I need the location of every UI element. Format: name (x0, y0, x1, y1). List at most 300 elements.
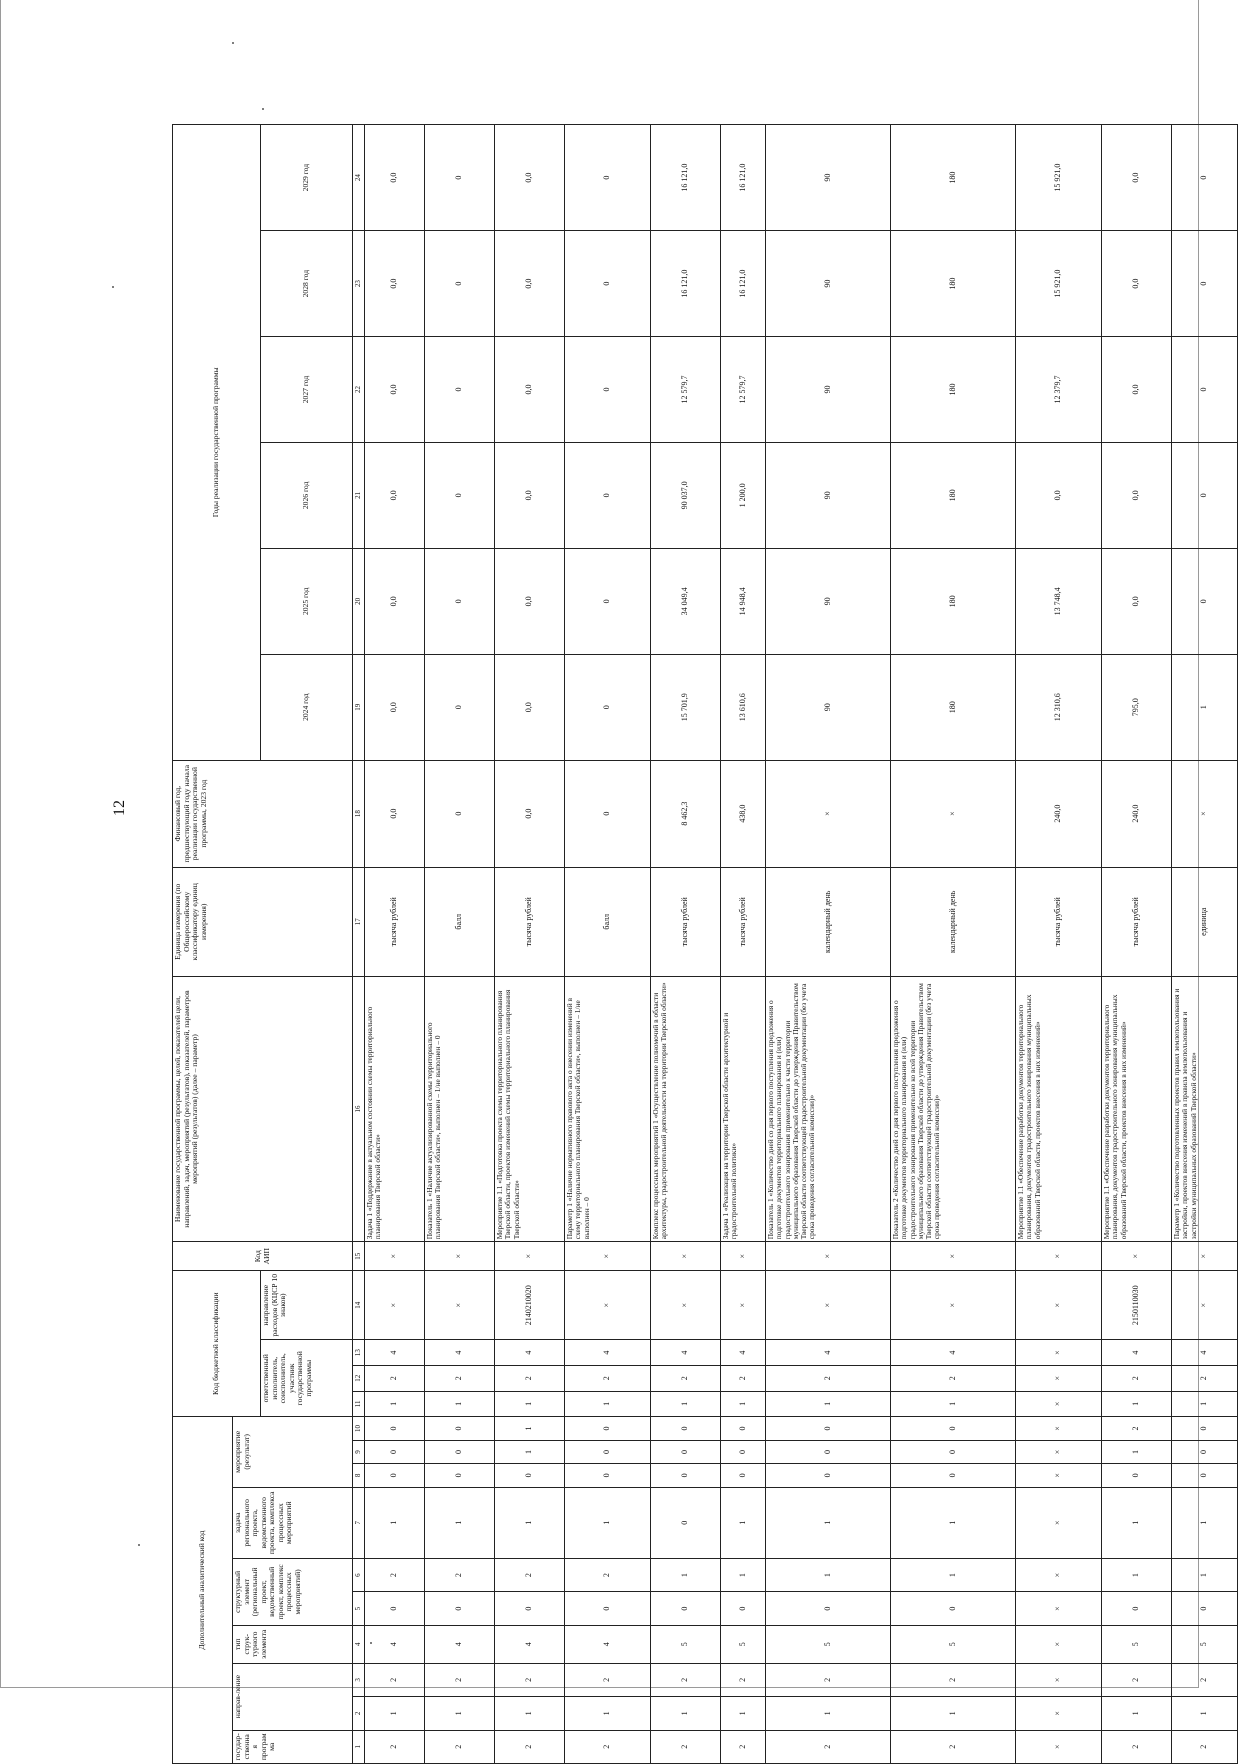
year-value-cell: 16 121,0 (721, 231, 766, 337)
table-row (1172, 125, 1238, 1764)
year-value-cell: 0,0 (1102, 231, 1172, 337)
year-value-cell: 0 (425, 548, 495, 654)
code-cell: 1 (495, 1391, 565, 1417)
prev-year-value-cell: 438,0 (721, 760, 766, 867)
column-number: 2 (353, 1697, 365, 1730)
table-row (721, 125, 766, 1764)
year-header: 2025 год (261, 548, 353, 654)
code-cell: 4 (495, 1625, 565, 1663)
code-cell: × (1016, 1558, 1102, 1591)
code-cell: × (766, 1242, 891, 1271)
code-cell: × (1172, 1242, 1238, 1271)
year-value-cell: 180 (891, 337, 1016, 443)
code-cell: 1 (1172, 1487, 1238, 1558)
code-cell: 4 (891, 1340, 1016, 1366)
code-cell: × (1016, 1440, 1102, 1463)
code-cell: × (1016, 1697, 1102, 1730)
year-value-cell: 90 (766, 442, 891, 548)
year-header: 2027 год (261, 337, 353, 443)
code-cell: 2150110030 (1102, 1271, 1172, 1340)
code-cell: 1 (495, 1697, 565, 1730)
code-cell: 2 (721, 1730, 766, 1763)
table-row (1016, 125, 1102, 1764)
year-value-cell: 1 (1172, 654, 1238, 760)
year-value-cell: 90 (766, 231, 891, 337)
unit-cell: тысяча рублей (721, 867, 766, 976)
code-cell: 0 (425, 1440, 495, 1463)
year-value-cell: 795,0 (1102, 654, 1172, 760)
year-value-cell: 16 121,0 (651, 125, 721, 231)
code-cell: × (766, 1271, 891, 1340)
code-cell: 2 (425, 1730, 495, 1763)
name-header: Наименование государственной программы, целей, показателей цели, направлений, задач, мероприятий (результатов), показателей, параметров мероприятий (результатов) (далее – параметр) (173, 976, 353, 1241)
year-value-cell: 1 200,0 (721, 442, 766, 548)
code-cell: × (651, 1271, 721, 1340)
code-cell: 1 (1102, 1697, 1172, 1730)
code-cell: 2 (651, 1663, 721, 1696)
year-value-cell: 0 (1172, 337, 1238, 443)
code-cell: 0 (1102, 1464, 1172, 1487)
code-cell: 0 (365, 1417, 425, 1441)
code-cell: 0 (766, 1417, 891, 1441)
code-cell: 0 (721, 1464, 766, 1487)
code-cell: 2 (891, 1663, 1016, 1696)
code-cell: 0 (651, 1417, 721, 1441)
header-row (173, 125, 233, 1764)
code-cell: × (1172, 1271, 1238, 1340)
table-row (891, 125, 1016, 1764)
code-cell: 1 (721, 1558, 766, 1591)
year-value-cell: 0 (565, 548, 651, 654)
year-header: 2024 год (261, 654, 353, 760)
struct-element-header: структурный элемент (региональный проект, ведомственный проект, комплекс процессных мероприятий) (233, 1558, 353, 1625)
column-number: 18 (353, 760, 365, 867)
code-cell: 0 (1172, 1592, 1238, 1625)
executor-header: ответственный исполнитель, соисполнитель, участник государственной программы (261, 1340, 353, 1417)
code-cell: 0 (891, 1592, 1016, 1625)
code-cell: 2 (1172, 1730, 1238, 1763)
unit-header: Единица измерения (по Общероссийскому классификатору единиц измерения) (173, 867, 353, 976)
column-number: 12 (353, 1365, 365, 1391)
code-cell: 0 (425, 1464, 495, 1487)
code-cell: 1 (425, 1697, 495, 1730)
table-row (495, 125, 565, 1764)
code-cell: 1 (651, 1391, 721, 1417)
year-value-cell: 0,0 (495, 442, 565, 548)
prev-year-value-cell: 0,0 (495, 760, 565, 867)
direction-header: направ-ление (233, 1663, 353, 1730)
code-cell: 1 (1102, 1487, 1172, 1558)
year-value-cell: 90 (766, 654, 891, 760)
code-cell: 4 (495, 1340, 565, 1366)
code-cell: 2 (721, 1663, 766, 1696)
code-cell: 0 (891, 1417, 1016, 1441)
year-value-cell: 90 037,0 (651, 442, 721, 548)
budget-code-header: Код бюджетной классификации (173, 1271, 261, 1417)
code-cell: 1 (766, 1697, 891, 1730)
year-value-cell: 0 (565, 654, 651, 760)
year-value-cell: 12 579,7 (651, 337, 721, 443)
code-cell: 2 (1102, 1730, 1172, 1763)
code-cell: 2 (651, 1365, 721, 1391)
year-value-cell: 0 (565, 442, 651, 548)
code-cell: 2 (651, 1730, 721, 1763)
prev-year-value-cell: × (1172, 760, 1238, 867)
rotated-table-frame (172, 124, 1209, 1764)
code-cell: 0 (651, 1592, 721, 1625)
column-number: 23 (353, 231, 365, 337)
code-cell: 2 (1102, 1417, 1172, 1441)
code-cell: × (1016, 1271, 1102, 1340)
code-cell: 4 (1172, 1340, 1238, 1366)
code-cell: 4 (721, 1340, 766, 1366)
code-cell: × (565, 1242, 651, 1271)
year-value-cell: 0,0 (1102, 125, 1172, 231)
code-cell: × (1016, 1340, 1102, 1366)
year-value-cell: 0 (1172, 548, 1238, 654)
years-group-header: Годы реализации государственной программы (173, 125, 261, 761)
year-value-cell: 12 310,6 (1016, 654, 1102, 760)
analytic-code-header: Дополнительный аналитический код (173, 1417, 233, 1764)
item-name-cell: Мероприятие 1.1 «Обеспечение разработки документов территориального планирования, документов градостроительного зонирования муниципальных образований Тверской области, проектов внесения в них изменений» (1016, 976, 1102, 1241)
year-value-cell: 15 921,0 (1016, 125, 1102, 231)
column-number: 24 (353, 125, 365, 231)
scan-speck (232, 42, 234, 44)
column-number: 19 (353, 654, 365, 760)
year-value-cell: 0 (425, 337, 495, 443)
column-number: 5 (353, 1592, 365, 1625)
code-cell: 2 (721, 1365, 766, 1391)
code-cell: 2140210020 (495, 1271, 565, 1340)
code-cell: 2 (565, 1730, 651, 1763)
code-cell: 2 (565, 1365, 651, 1391)
year-value-cell: 0 (565, 337, 651, 443)
year-value-cell: 13 610,6 (721, 654, 766, 760)
year-value-cell: 0,0 (1102, 337, 1172, 443)
year-value-cell: 0 (1172, 231, 1238, 337)
column-number: 8 (353, 1464, 365, 1487)
year-value-cell: 0 (425, 442, 495, 548)
code-cell: 0 (365, 1464, 425, 1487)
code-cell: 2 (766, 1663, 891, 1696)
code-cell: 1 (1102, 1391, 1172, 1417)
column-number: 15 (353, 1242, 365, 1271)
code-cell: × (721, 1271, 766, 1340)
code-cell: 1 (891, 1697, 1016, 1730)
unit-cell: единица (1172, 867, 1238, 976)
code-cell: 5 (721, 1625, 766, 1663)
page-number: 12 (111, 800, 128, 816)
year-value-cell: 0 (1172, 442, 1238, 548)
unit-cell: балл (425, 867, 495, 976)
year-value-cell: 0 (1172, 125, 1238, 231)
item-name-cell: Комплекс процессных мероприятий 1 «Осуществление полномочий в области архитектуры, градостроительной деятельности на территории Тверской области» (651, 976, 721, 1241)
year-value-cell: 0 (565, 231, 651, 337)
code-cell: 4 (565, 1625, 651, 1663)
code-cell: 2 (425, 1558, 495, 1591)
code-cell: 0 (651, 1464, 721, 1487)
code-cell: 0 (766, 1592, 891, 1625)
year-value-cell: 0,0 (1016, 442, 1102, 548)
year-value-cell: 16 121,0 (651, 231, 721, 337)
code-cell: 2 (565, 1558, 651, 1591)
code-cell: 0 (651, 1487, 721, 1558)
code-cell: × (365, 1271, 425, 1340)
expense-direction-header: направление расходов (КЦСР 10 знаков) (261, 1271, 353, 1340)
code-cell: × (1016, 1663, 1102, 1696)
code-cell: 0 (565, 1440, 651, 1463)
column-number: 3 (353, 1663, 365, 1696)
code-cell: 2 (495, 1730, 565, 1763)
code-cell: 0 (721, 1417, 766, 1441)
code-cell: 2 (425, 1365, 495, 1391)
code-cell: × (565, 1271, 651, 1340)
column-number: 17 (353, 867, 365, 976)
code-cell: 1 (721, 1391, 766, 1417)
table-row (565, 125, 651, 1764)
code-cell: × (651, 1242, 721, 1271)
code-cell: 2 (766, 1730, 891, 1763)
code-cell: 2 (495, 1663, 565, 1696)
item-name-cell: Показатель 2 «Количество дней со дня первого поступления предложения о подготовке документов территориального планирования и (или) градостроительного зонирования применительно ко всей территории муниципального образования Тверской области до утверждения Правительством Тверской области соответствующей градостроительной документации (без учета срока проведения согласительной комиссии)» (891, 976, 1016, 1241)
code-cell: 1 (495, 1487, 565, 1558)
task-header: задача регионального проекта, ведомственного проекта, комплекса процессных мероприятий (233, 1487, 353, 1558)
year-value-cell: 180 (891, 654, 1016, 760)
code-cell: × (1102, 1242, 1172, 1271)
code-cell: 5 (1102, 1625, 1172, 1663)
code-cell: × (425, 1271, 495, 1340)
code-cell: 2 (495, 1558, 565, 1591)
code-cell: 5 (766, 1625, 891, 1663)
code-cell: × (1016, 1242, 1102, 1271)
year-header: 2026 год (261, 442, 353, 548)
year-value-cell: 0,0 (495, 231, 565, 337)
unit-cell: тысяча рублей (495, 867, 565, 976)
code-cell: 1 (565, 1487, 651, 1558)
code-cell: 1 (365, 1697, 425, 1730)
code-cell: 4 (766, 1340, 891, 1366)
table-row (651, 125, 721, 1764)
year-header: 2029 год (261, 125, 353, 231)
year-value-cell: 180 (891, 125, 1016, 231)
item-name-cell: Параметр 1 «Наличие нормативного правового акта о внесении изменений в схему территориального планирования Тверской области», выполнен – 1/не выполнен – 0 (565, 976, 651, 1241)
year-value-cell: 12 579,7 (721, 337, 766, 443)
code-cell: 0 (1172, 1440, 1238, 1463)
item-name-cell: Задача 1 «Поддержание в актуальном состоянии схемы территориального планирования Тверской области» (365, 976, 425, 1241)
code-cell: 2 (425, 1663, 495, 1696)
code-cell: 1 (891, 1558, 1016, 1591)
code-cell: 1 (721, 1697, 766, 1730)
code-cell: 2 (1172, 1365, 1238, 1391)
year-value-cell: 15 921,0 (1016, 231, 1102, 337)
code-cell: × (1016, 1625, 1102, 1663)
code-cell: 0 (495, 1464, 565, 1487)
year-value-cell: 0,0 (365, 654, 425, 760)
code-cell: × (1016, 1417, 1102, 1441)
year-value-cell: 13 748,4 (1016, 548, 1102, 654)
code-cell: 0 (565, 1417, 651, 1441)
code-cell: 0 (1172, 1417, 1238, 1441)
code-cell: 2 (1102, 1663, 1172, 1696)
column-number: 7 (353, 1487, 365, 1558)
code-cell: × (1016, 1391, 1102, 1417)
code-cell: 2 (365, 1663, 425, 1696)
code-cell: 4 (565, 1340, 651, 1366)
code-cell: 2 (365, 1365, 425, 1391)
year-value-cell: 90 (766, 548, 891, 654)
code-cell: × (1016, 1365, 1102, 1391)
table-body (173, 125, 1238, 1764)
column-number: 9 (353, 1440, 365, 1463)
scan-speck (138, 1544, 140, 1546)
code-cell: 0 (891, 1440, 1016, 1463)
scan-speck (262, 108, 264, 110)
code-cell: × (721, 1242, 766, 1271)
year-value-cell: 90 (766, 337, 891, 443)
code-cell: 2 (1172, 1663, 1238, 1696)
aip-code-header: Код АИП (173, 1242, 353, 1271)
year-value-cell: 0 (425, 654, 495, 760)
code-cell: 5 (651, 1625, 721, 1663)
year-value-cell: 16 121,0 (721, 125, 766, 231)
code-cell: 1 (365, 1487, 425, 1558)
code-cell: 1 (365, 1391, 425, 1417)
unit-cell: календарный день (891, 867, 1016, 976)
year-value-cell: 0 (425, 231, 495, 337)
year-value-cell: 180 (891, 231, 1016, 337)
code-cell: 2 (891, 1365, 1016, 1391)
prev-year-value-cell: 0 (565, 760, 651, 867)
code-cell: × (1016, 1592, 1102, 1625)
year-value-cell: 0,0 (495, 548, 565, 654)
column-number: 14 (353, 1271, 365, 1340)
code-cell: 5 (891, 1625, 1016, 1663)
code-cell: 1 (1172, 1697, 1238, 1730)
prev-year-value-cell: × (891, 760, 1016, 867)
code-cell: 1 (565, 1697, 651, 1730)
code-cell: 1 (1102, 1558, 1172, 1591)
code-cell: × (891, 1242, 1016, 1271)
code-cell: 1 (1102, 1440, 1172, 1463)
prev-year-value-cell: 0 (425, 760, 495, 867)
year-value-cell: 90 (766, 125, 891, 231)
code-cell: 0 (565, 1592, 651, 1625)
year-value-cell: 0 (565, 125, 651, 231)
code-cell: 0 (721, 1592, 766, 1625)
activity-header: мероприятие (результат) (233, 1417, 353, 1487)
code-cell: 1 (766, 1391, 891, 1417)
year-value-cell: 15 701,9 (651, 654, 721, 760)
code-cell: 4 (651, 1340, 721, 1366)
code-cell: 1 (495, 1440, 565, 1463)
struct-type-header: тип струк-турного элемента (233, 1625, 353, 1663)
year-value-cell: 0 (425, 125, 495, 231)
column-number: 1 (353, 1730, 365, 1763)
year-value-cell: 0,0 (365, 337, 425, 443)
code-cell: 0 (766, 1464, 891, 1487)
code-cell: 1 (1172, 1391, 1238, 1417)
year-value-cell: 180 (891, 442, 1016, 548)
year-value-cell: 12 379,7 (1016, 337, 1102, 443)
column-number: 20 (353, 548, 365, 654)
code-cell: 1 (425, 1391, 495, 1417)
code-cell: × (365, 1242, 425, 1271)
column-number: 22 (353, 337, 365, 443)
table-row (425, 125, 495, 1764)
prev-year-value-cell: × (766, 760, 891, 867)
item-name-cell: Показатель 1 «Наличие актуализированной схемы территориального планирования Тверской области», выполнен – 1/не выполнен – 0 (425, 976, 495, 1241)
code-cell: 4 (365, 1625, 425, 1663)
code-cell: 2 (565, 1663, 651, 1696)
code-cell: 0 (425, 1417, 495, 1441)
year-value-cell: 0,0 (495, 337, 565, 443)
item-name-cell: Параметр 1 «Количество подготовленных проектов правил землепользования и застройки, проектов внесения изменений в правила землепользования и застройки муниципальных образований Тверской области» (1172, 976, 1238, 1241)
column-number: 6 (353, 1558, 365, 1591)
column-number: 16 (353, 976, 365, 1241)
code-cell: 0 (721, 1440, 766, 1463)
code-cell: 1 (565, 1391, 651, 1417)
code-cell: × (1016, 1464, 1102, 1487)
column-number: 4 (353, 1625, 365, 1663)
code-cell: 1 (766, 1558, 891, 1591)
code-cell: 4 (1102, 1340, 1172, 1366)
code-cell: 2 (365, 1730, 425, 1763)
code-cell: 0 (1172, 1464, 1238, 1487)
column-number: 13 (353, 1340, 365, 1366)
table-row (365, 125, 425, 1764)
code-cell: 0 (651, 1440, 721, 1463)
code-cell: × (425, 1242, 495, 1271)
item-name-cell: Показатель 1 «Количество дней со дня первого поступления предложения о подготовке документов территориального планирования и (или) градостроительного зонирования применительно к части территории муниципального образования Тверской области до утверждения Правительством Тверской области соответствующей градостроительной документации (без учета срока проведения согласительной комиссии)» (766, 976, 891, 1241)
code-cell: 0 (891, 1464, 1016, 1487)
unit-cell: тысяча рублей (1016, 867, 1102, 976)
code-cell: 4 (425, 1340, 495, 1366)
code-cell: 1 (891, 1391, 1016, 1417)
code-cell: 2 (1102, 1365, 1172, 1391)
code-cell: 1 (651, 1558, 721, 1591)
code-cell: 2 (495, 1365, 565, 1391)
gov-program-header: государ-ственная программа (233, 1730, 353, 1763)
code-cell: × (891, 1271, 1016, 1340)
code-cell: 1 (721, 1487, 766, 1558)
item-name-cell: Задача 1 «Реализация на территории Тверской области архитектурной и градостроительной политики» (721, 976, 766, 1241)
item-name-cell: Мероприятие 1.1 «Подготовка проекта схемы территориального планирования Тверской области, проектов изменений схемы территориального планирования Тверской области» (495, 976, 565, 1241)
year-value-cell: 0,0 (365, 442, 425, 548)
code-cell: 1 (495, 1417, 565, 1441)
year-value-cell: 0,0 (495, 654, 565, 760)
table-row (766, 125, 891, 1764)
code-cell: 0 (365, 1440, 425, 1463)
unit-cell: балл (565, 867, 651, 976)
prev-year-header: Финансовый год, предшествующий году начала реализации государственной программы, 2023 год (173, 760, 353, 867)
year-value-cell: 0,0 (365, 125, 425, 231)
code-cell: 1 (1172, 1558, 1238, 1591)
year-value-cell: 14 948,4 (721, 548, 766, 654)
code-cell: 1 (766, 1487, 891, 1558)
column-number: 11 (353, 1391, 365, 1417)
code-cell: 5 (1172, 1625, 1238, 1663)
code-cell: 1 (425, 1487, 495, 1558)
program-finance-table (172, 124, 1238, 1764)
code-cell: 0 (565, 1464, 651, 1487)
year-value-cell: 34 049,4 (651, 548, 721, 654)
year-value-cell: 180 (891, 548, 1016, 654)
column-number: 21 (353, 442, 365, 548)
code-cell: 0 (766, 1440, 891, 1463)
code-cell: 2 (365, 1558, 425, 1591)
item-name-cell: Мероприятие 1.1 «Обеспечение разработки документов территориального планирования, документов градостроительного зонирования муниципальных образований Тверской области, проектов внесения в них изменений» (1102, 976, 1172, 1241)
code-cell: × (1016, 1487, 1102, 1558)
